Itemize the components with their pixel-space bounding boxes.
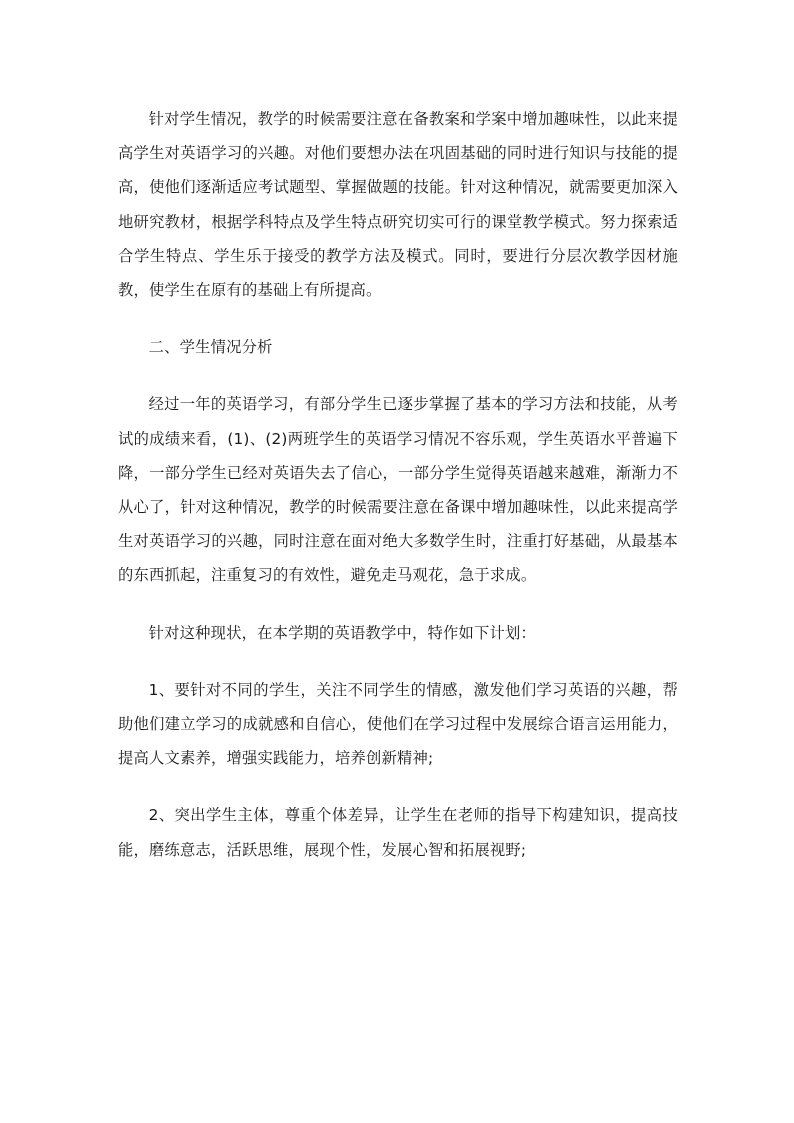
paragraph-plan-intro: 针对这种现状，在本学期的英语教学中，特作如下计划：	[148, 623, 537, 642]
section-heading: 二、学生情况分析	[148, 338, 273, 357]
paragraph-intro: 针对学生情况，教学的时候需要注意在备教案和学案中增加趣味性，以此来提高学生对英语学习的兴趣。对他们要想办法在巩固基础的同时进行知识与技能的提高，使他们逐渐适应考试题型、掌握做题的技能。针对这种情况，就需要更加深入地研究教材，根据学科特点及学生特点研究切实可行的课堂教学模式。努力探索适合学生特点、学生乐于接受的教学方法及模式。同时，要进行分层次教学因材施教，使学生在原有的基础上有所提高。	[118, 110, 678, 300]
plan-item-2: 2、突出学生主体，尊重个体差异，让学生在老师的指导下构建知识，提高技能，磨练意志，活跃思维，展现个性，发展心智和拓展视野;	[118, 806, 678, 859]
document-body	[118, 102, 678, 890]
plan-item-1: 1、要针对不同的学生，关注不同学生的情感，激发他们学习英语的兴趣，帮助他们建立学习的成就感和自信心，使他们在学习过程中发展综合语言运用能力，提高人文素养，增强实践能力，培养创新精神;	[118, 680, 678, 768]
paragraph-analysis: 经过一年的英语学习，有部分学生已逐步掌握了基本的学习方法和技能，从考试的成绩来看，(1)、(2)两班学生的英语学习情况不容乐观，学生英语水平普遍下降，一部分学生已经对英语失去了信心，一部分学生觉得英语越来越难，渐渐力不从心了，针对这种情况，教学的时候需要注意在备课中增加趣味性，以此来提高学生对英语学习的兴趣，同时注意在面对绝大多数学生时，注重打好基础，从最基本的东西抓起，注重复习的有效性，避免走马观花，急于求成。	[118, 395, 678, 585]
